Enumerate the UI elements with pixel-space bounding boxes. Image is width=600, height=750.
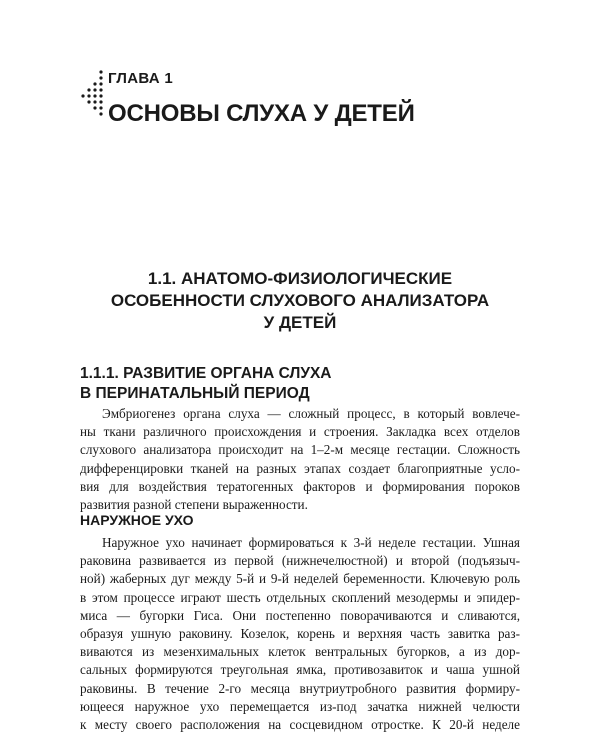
text-line: образуя ушную раковину. Козелок, корень и верхняя часть завитка раз- xyxy=(80,626,520,642)
subsection-title-line: 1.1.1. РАЗВИТИЕ ОРГАНА СЛУХА xyxy=(80,365,332,382)
text-line: слухового анализатора происходит на 1–2-м месяце гестации. Сложность xyxy=(80,442,520,458)
text-line: Эмбриогенез органа слуха — сложный процесс, в который вовлече- xyxy=(102,406,520,421)
paragraph-outer-ear xyxy=(80,534,520,734)
text-line: ны ткани различного происхождения и строения. Закладка всех отделов xyxy=(80,424,520,440)
text-line: сальных формируются треугольная ямка, противозавиток и чаша ушной xyxy=(80,662,520,678)
text-line: ющееся наружное ухо перемещается из-под зачатка нижней челюсти xyxy=(80,698,520,714)
text-line: Наружное ухо начинает формироваться к 3-й неделе гестации. Ушная xyxy=(102,535,520,550)
text-line: миса — бугорки Гиса. Они постепенно поворачиваются и сливаются, xyxy=(80,607,520,623)
section-title-line: ОСОБЕННОСТИ СЛУХОВОГО АНАЛИЗАТОРА xyxy=(110,291,490,310)
text-line: вия для воздействия тератогенных факторов и формирования пороков xyxy=(80,478,520,494)
chapter-label: ГЛАВА 1 xyxy=(108,70,174,87)
outer-ear-heading: НАРУЖНОЕ УХО xyxy=(80,512,194,528)
text-line: виваются из мезенхимальных клеток вентральных бугорков, а из дор- xyxy=(80,644,520,660)
text-line: в этом процессе играют шесть отдельных скоплений мезодермы и эпидер- xyxy=(80,589,520,605)
section-title xyxy=(80,268,520,334)
text-line: развития разной степени выраженности. xyxy=(80,497,308,513)
section-title-line: 1.1. АНАТОМО-ФИЗИОЛОГИЧЕСКИЕ xyxy=(147,269,453,288)
text-line: к месту своего расположения на сосцевидном отростке. К 20-й неделе xyxy=(80,717,520,733)
paragraph-embryogenesis xyxy=(80,405,520,514)
chapter-title: ОСНОВЫ СЛУХА У ДЕТЕЙ xyxy=(108,100,415,127)
text-line: раковина развивается из первой (нижнечелюстной) и второй (подъязыч- xyxy=(80,553,520,569)
chapter-header xyxy=(78,62,538,142)
text-line: ной) жаберных дуг между 5-й и 9-й неделей беременности. Ключевую роль xyxy=(80,571,520,587)
text-line: раковины. В течение 2-го месяца внутриутробного развития формиру- xyxy=(80,680,520,696)
subsection-title xyxy=(80,364,332,404)
text-line: дифференцировки тканей на разных этапах создает благоприятные усло- xyxy=(80,460,520,476)
subsection-title-line: В ПЕРИНАТАЛЬНЫЙ ПЕРИОД xyxy=(80,385,310,402)
section-title-line: У ДЕТЕЙ xyxy=(263,313,337,332)
